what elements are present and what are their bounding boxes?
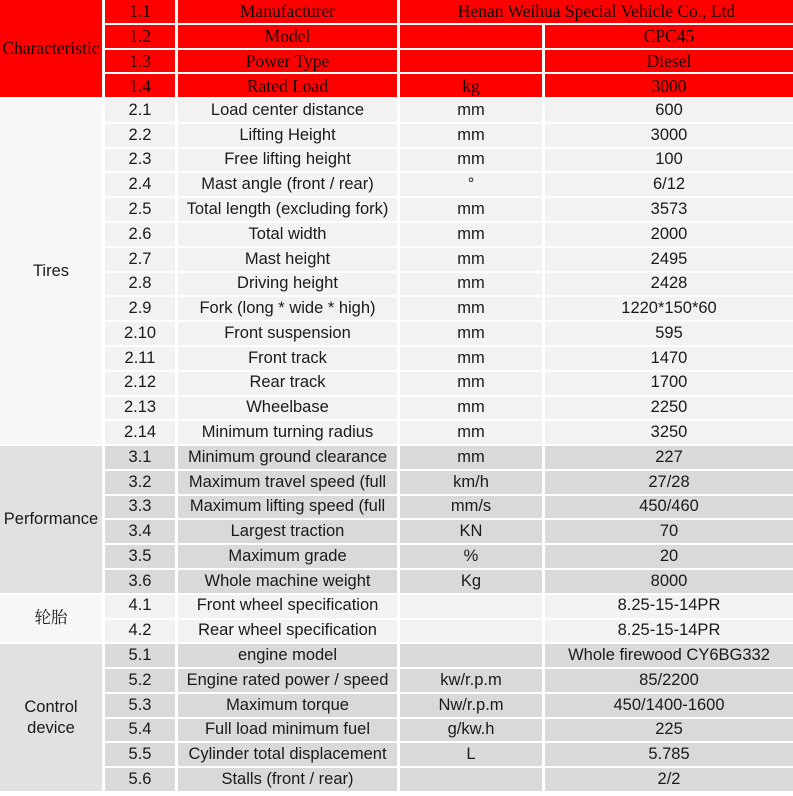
- value-cell: 2495: [545, 248, 793, 271]
- row-number-cell: 2.12: [105, 372, 175, 395]
- category-cell: Tires: [0, 99, 102, 444]
- param-name-cell: Rated Load: [178, 74, 397, 97]
- row-number-cell: 2.14: [105, 421, 175, 444]
- param-name-cell: Maximum lifting speed (full: [178, 496, 397, 519]
- row-number-cell: 2.2: [105, 124, 175, 147]
- value-cell: 1470: [545, 347, 793, 370]
- value-cell: CPC45: [545, 25, 793, 48]
- value-cell: 8.25-15-14PR: [545, 595, 793, 618]
- row-number-cell: 2.1: [105, 99, 175, 122]
- category-cell: Characteristic: [0, 0, 102, 97]
- param-name-cell: Minimum ground clearance: [178, 446, 397, 469]
- param-name-cell: Minimum turning radius: [178, 421, 397, 444]
- param-name-cell: Free lifting height: [178, 149, 397, 172]
- value-cell: 8.25-15-14PR: [545, 620, 793, 643]
- unit-cell: mm: [400, 421, 542, 444]
- param-name-cell: Largest traction: [178, 520, 397, 543]
- row-number-cell: 2.3: [105, 149, 175, 172]
- param-name-cell: Lifting Height: [178, 124, 397, 147]
- param-name-cell: Model: [178, 25, 397, 48]
- unit-cell: mm: [400, 248, 542, 271]
- row-number-cell: 2.13: [105, 397, 175, 420]
- param-name-cell: Fork (long * wide * high): [178, 297, 397, 320]
- value-cell: 1220*150*60: [545, 297, 793, 320]
- row-number-cell: 5.2: [105, 669, 175, 692]
- unit-cell: [400, 25, 542, 48]
- value-cell: 2428: [545, 273, 793, 296]
- value-cell: 8000: [545, 570, 793, 593]
- unit-cell: Nw/r.p.m: [400, 694, 542, 717]
- row-number-cell: 1.2: [105, 25, 175, 48]
- row-number-cell: 2.11: [105, 347, 175, 370]
- unit-cell: mm: [400, 372, 542, 395]
- row-number-cell: 2.8: [105, 273, 175, 296]
- row-number-cell: 1.4: [105, 74, 175, 97]
- unit-cell: [400, 595, 542, 618]
- value-cell: 27/28: [545, 471, 793, 494]
- value-cell: 3000: [545, 124, 793, 147]
- unit-cell: mm: [400, 446, 542, 469]
- value-cell: 450/1400-1600: [545, 694, 793, 717]
- unit-cell: mm: [400, 322, 542, 345]
- unit-cell: %: [400, 545, 542, 568]
- row-number-cell: 1.1: [105, 0, 175, 23]
- row-number-cell: 2.6: [105, 223, 175, 246]
- category-cell: Control device: [0, 644, 102, 791]
- row-number-cell: 3.6: [105, 570, 175, 593]
- param-name-cell: Mast angle (front / rear): [178, 173, 397, 196]
- row-number-cell: 5.6: [105, 768, 175, 791]
- unit-cell: mm: [400, 273, 542, 296]
- unit-cell: mm: [400, 124, 542, 147]
- category-cell: 轮胎: [0, 595, 102, 643]
- row-number-cell: 4.2: [105, 620, 175, 643]
- row-number-cell: 3.5: [105, 545, 175, 568]
- param-name-cell: Rear wheel specification: [178, 620, 397, 643]
- value-cell: 85/2200: [545, 669, 793, 692]
- unit-cell: mm: [400, 149, 542, 172]
- unit-cell: kg: [400, 74, 542, 97]
- param-name-cell: Total width: [178, 223, 397, 246]
- unit-cell: mm: [400, 198, 542, 221]
- param-name-cell: Engine rated power / speed: [178, 669, 397, 692]
- param-name-cell: Power Type: [178, 50, 397, 73]
- value-cell: 3000: [545, 74, 793, 97]
- category-cell: Performance: [0, 446, 102, 593]
- row-number-cell: 2.9: [105, 297, 175, 320]
- param-name-cell: Load center distance: [178, 99, 397, 122]
- row-number-cell: 2.10: [105, 322, 175, 345]
- row-number-cell: 2.4: [105, 173, 175, 196]
- row-number-cell: 3.3: [105, 496, 175, 519]
- unit-cell: kw/r.p.m: [400, 669, 542, 692]
- row-number-cell: 4.1: [105, 595, 175, 618]
- unit-cell: mm: [400, 347, 542, 370]
- param-name-cell: Whole machine weight: [178, 570, 397, 593]
- unit-cell: mm: [400, 223, 542, 246]
- row-number-cell: 2.7: [105, 248, 175, 271]
- value-cell: 5.785: [545, 743, 793, 766]
- param-name-cell: Total length (excluding fork): [178, 198, 397, 221]
- param-name-cell: Front suspension: [178, 322, 397, 345]
- value-cell: Whole firewood CY6BG332: [545, 644, 793, 667]
- param-name-cell: Stalls (front / rear): [178, 768, 397, 791]
- row-number-cell: 5.3: [105, 694, 175, 717]
- row-number-cell: 5.5: [105, 743, 175, 766]
- unit-cell: [400, 50, 542, 73]
- value-cell: Diesel: [545, 50, 793, 73]
- row-number-cell: 5.4: [105, 719, 175, 742]
- unit-cell: mm/s: [400, 496, 542, 519]
- value-cell: 3250: [545, 421, 793, 444]
- row-number-cell: 3.1: [105, 446, 175, 469]
- unit-cell: L: [400, 743, 542, 766]
- unit-cell: [400, 644, 542, 667]
- value-cell: 227: [545, 446, 793, 469]
- unit-cell: mm: [400, 99, 542, 122]
- row-number-cell: 1.3: [105, 50, 175, 73]
- value-cell: 225: [545, 719, 793, 742]
- row-number-cell: 2.5: [105, 198, 175, 221]
- unit-cell: [400, 620, 542, 643]
- unit-cell: km/h: [400, 471, 542, 494]
- unit-cell: KN: [400, 520, 542, 543]
- param-name-cell: Front track: [178, 347, 397, 370]
- value-cell: 450/460: [545, 496, 793, 519]
- param-name-cell: Maximum travel speed (full: [178, 471, 397, 494]
- param-name-cell: Cylinder total displacement: [178, 743, 397, 766]
- param-name-cell: Driving height: [178, 273, 397, 296]
- unit-cell: [400, 768, 542, 791]
- param-name-cell: Wheelbase: [178, 397, 397, 420]
- param-name-cell: Mast height: [178, 248, 397, 271]
- value-cell: 70: [545, 520, 793, 543]
- param-name-cell: Full load minimum fuel: [178, 719, 397, 742]
- value-cell: 6/12: [545, 173, 793, 196]
- unit-cell: g/kw.h: [400, 719, 542, 742]
- value-cell: 600: [545, 99, 793, 122]
- row-number-cell: 3.2: [105, 471, 175, 494]
- value-cell: 595: [545, 322, 793, 345]
- value-cell: 2000: [545, 223, 793, 246]
- value-cell: 20: [545, 545, 793, 568]
- param-name-cell: Manufacturer: [178, 0, 397, 23]
- unit-cell: mm: [400, 397, 542, 420]
- value-cell: 2/2: [545, 768, 793, 791]
- param-name-cell: Rear track: [178, 372, 397, 395]
- row-number-cell: 5.1: [105, 644, 175, 667]
- param-name-cell: Maximum grade: [178, 545, 397, 568]
- param-name-cell: Front wheel specification: [178, 595, 397, 618]
- unit-cell: mm: [400, 297, 542, 320]
- param-name-cell: engine model: [178, 644, 397, 667]
- value-cell: 100: [545, 149, 793, 172]
- value-cell: 1700: [545, 372, 793, 395]
- row-number-cell: 3.4: [105, 520, 175, 543]
- unit-cell: °: [400, 173, 542, 196]
- unit-cell: Kg: [400, 570, 542, 593]
- param-name-cell: Maximum torque: [178, 694, 397, 717]
- value-cell: 3573: [545, 198, 793, 221]
- value-cell: 2250: [545, 397, 793, 420]
- value-cell: Henan Weihua Special Vehicle Co., Ltd: [400, 0, 793, 23]
